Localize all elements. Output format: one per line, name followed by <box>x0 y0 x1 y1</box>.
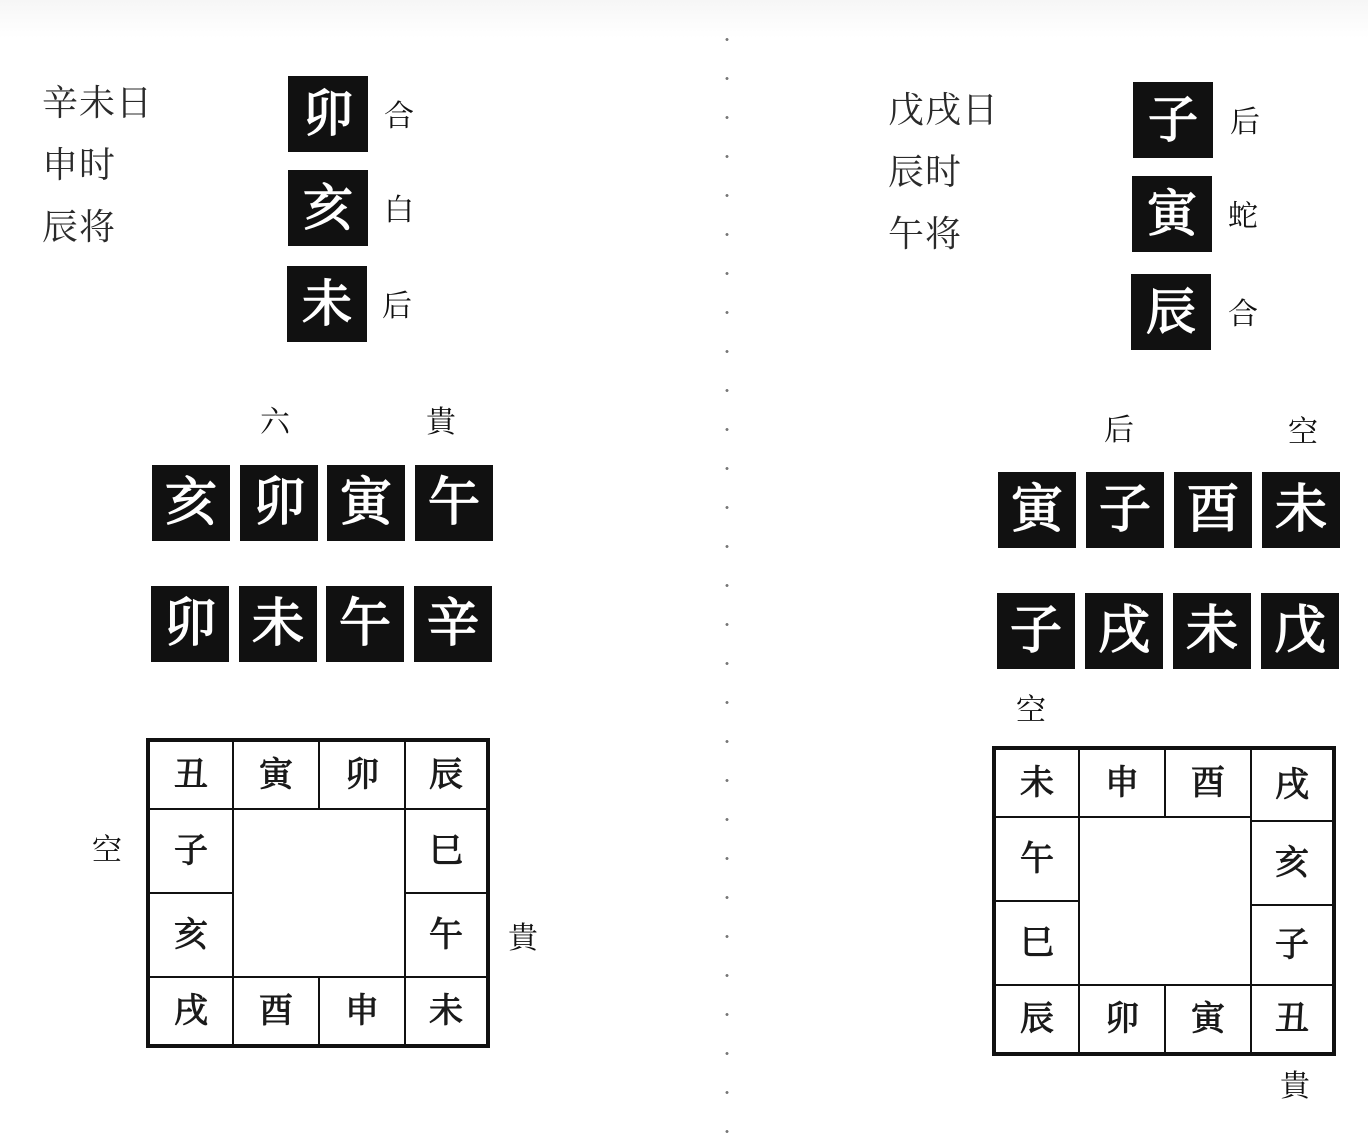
right-ke-upper-3: 酉 <box>1174 472 1252 548</box>
right-grid-top-label: 空 <box>1016 693 1046 728</box>
left-grid-top-4: 辰 <box>404 740 488 810</box>
right-chuan-2-branch: 寅 <box>1132 176 1212 252</box>
right-grid-top-2: 申 <box>1078 748 1166 818</box>
scan-top-edge <box>0 0 1368 38</box>
left-grid-bottom-3: 申 <box>318 976 406 1046</box>
left-chuan-1-god: 合 <box>384 99 414 134</box>
right-chuan-1-god: 后 <box>1230 105 1260 140</box>
right-chuan-3-branch: 辰 <box>1131 274 1211 350</box>
right-ke-label-1: 后 <box>1104 413 1134 448</box>
right-grid-right-1: 亥 <box>1250 820 1334 906</box>
right-general: 午将 <box>888 214 963 255</box>
right-ke-lower-2: 戌 <box>1085 593 1163 669</box>
left-grid-side-label-right: 貴 <box>508 921 538 956</box>
left-hour: 申时 <box>42 145 117 186</box>
left-grid-bottom-4: 未 <box>404 976 488 1046</box>
right-ke-lower-1: 子 <box>997 593 1075 669</box>
left-ke-label-2: 貴 <box>426 405 456 440</box>
left-grid-left-2: 亥 <box>148 892 234 978</box>
right-ke-upper-1: 寅 <box>998 472 1076 548</box>
right-ke-lower-4: 戊 <box>1261 593 1339 669</box>
right-grid-bottom-3: 寅 <box>1164 984 1252 1054</box>
right-ke-upper-4: 未 <box>1262 472 1340 548</box>
right-grid-left-2: 巳 <box>994 900 1080 986</box>
right-grid-top-1: 未 <box>994 748 1080 818</box>
right-chuan-1-branch: 子 <box>1133 82 1213 158</box>
left-chuan-3-branch: 未 <box>287 266 367 342</box>
left-ke-upper-3: 寅 <box>327 465 405 541</box>
right-grid-bottom-1: 辰 <box>994 984 1080 1054</box>
left-grid-right-1: 巳 <box>404 808 488 894</box>
left-grid-top-2: 寅 <box>232 740 320 810</box>
left-chuan-2-god: 白 <box>384 193 414 228</box>
right-grid-top-4: 戌 <box>1250 748 1334 822</box>
left-grid-right-2: 午 <box>404 892 488 978</box>
left-ke-upper-4: 午 <box>415 465 493 541</box>
left-ke-lower-4: 辛 <box>414 586 492 662</box>
right-grid-bottom-2: 卯 <box>1078 984 1166 1054</box>
left-chuan-1-branch: 卯 <box>288 76 368 152</box>
dotted-page-divider <box>724 20 730 1140</box>
left-ke-lower-1: 卯 <box>151 586 229 662</box>
right-day: 戊戌日 <box>888 90 1000 131</box>
left-ke-upper-2: 卯 <box>240 465 318 541</box>
left-grid-left-1: 子 <box>148 808 234 894</box>
left-ke-lower-2: 未 <box>239 586 317 662</box>
left-grid-side-label-left: 空 <box>92 833 122 868</box>
right-grid-bottom-4: 丑 <box>1250 984 1334 1054</box>
right-grid-right-2: 子 <box>1250 904 1334 986</box>
left-general: 辰将 <box>42 207 117 248</box>
left-grid-top-3: 卯 <box>318 740 406 810</box>
left-grid-bottom-2: 酉 <box>232 976 320 1046</box>
left-grid-bottom-1: 戌 <box>148 976 234 1046</box>
right-ke-upper-2: 子 <box>1086 472 1164 548</box>
left-chuan-3-god: 后 <box>382 289 412 324</box>
right-chuan-2-god: 蛇 <box>1228 199 1258 234</box>
left-grid-top-1: 丑 <box>148 740 234 810</box>
left-ke-upper-1: 亥 <box>152 465 230 541</box>
left-heaven-plate <box>146 738 490 1048</box>
left-chuan-2-branch: 亥 <box>288 170 368 246</box>
right-grid-bottom-label: 貴 <box>1280 1069 1310 1104</box>
left-ke-label-1: 六 <box>260 405 290 440</box>
right-ke-lower-3: 未 <box>1173 593 1251 669</box>
left-ke-lower-3: 午 <box>326 586 404 662</box>
right-ke-label-2: 空 <box>1288 415 1318 450</box>
right-heaven-plate <box>992 746 1336 1056</box>
right-chuan-3-god: 合 <box>1228 297 1258 332</box>
left-day: 辛未日 <box>42 83 154 124</box>
right-grid-left-1: 午 <box>994 816 1080 902</box>
right-grid-top-3: 酉 <box>1164 748 1252 818</box>
right-hour: 辰时 <box>888 152 963 193</box>
